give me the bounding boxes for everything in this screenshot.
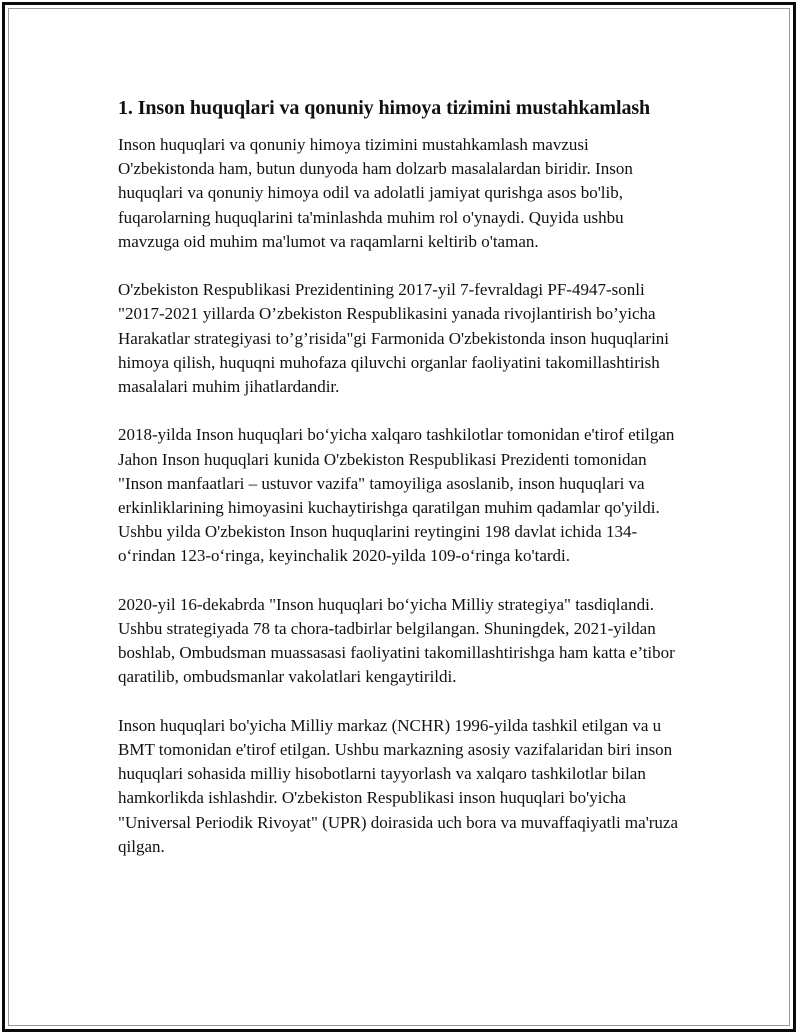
document-body — [118, 95, 678, 883]
paragraph-nchr: Inson huquqlari bo'yicha Milliy markaz (NCHR) 1996-yilda tashkil etilgan va u BMT tomonidan e'tirof etilgan. Ushbu markazning asosiy vazifalaridan biri inson huquqlari sohasida milliy hisobotlarni tayyorlash va xalqaro tashkilotlar bilan hamkorlikda ishlashdir. O'zbekiston Respublikasi inson huquqlari bo'yicha "Universal Periodik Rivoyat" (UPR) doirasida uch bora va muvaffaqiyatli ma'ruza qilgan. — [118, 715, 679, 856]
paragraph-intro: Inson huquqlari va qonuniy himoya tizimini mustahkamlash mavzusi O'zbekistonda ham, butun dunyoda ham dolzarb masalalardan biridir. Inson huquqlari va qonuniy himoya odil va adolatli jamiyat qurishga asos bo'lib, fuqarolarning huquqlarini ta'minlashda muhim rol o'ynaydi. Quyida ushbu mavzuga oid muhim ma'lumot va raqamlarni keltirib o'taman. — [118, 135, 633, 251]
paragraph-decree-2017: O'zbekiston Respublikasi Prezidentining 2017-yil 7-fevraldagi PF-4947-sonli "2017-2021 yillarda O’zbekiston Respublikasini yanada rivojlantirish bo’yicha Harakatlar strategiyasi to’g’risida"gi Farmonida O'zbekistonda inson huquqlarini himoya qilish, huquqni muhofaza qiluvchi organlar faoliyatini takomillashtirish masalalari muhim jihatlardandir. — [118, 280, 670, 397]
paragraph-2020-strategy: 2020-yil 16-dekabrda "Inson huquqlari bo‘yicha Milliy strategiya" tasdiqlandi. Ushbu strategiyada 78 ta chora-tadbirlar belgilangan. Shuningdek, 2021-yildan boshlab, Ombudsman muassasasi faoliyatini takomillashtirishga ham katta e’tibor qaratilib, ombudsmanlar vakolatlari kengaytirildi. — [118, 594, 675, 687]
section-heading: 1. Inson huquqlari va qonuniy himoya tizimini mustahkamlash — [118, 97, 651, 119]
paragraph-2018-ranking: 2018-yilda Inson huquqlari bo‘yicha xalqaro tashkilotlar tomonidan e'tirof etilgan Jahon Inson huquqlari kunida O'zbekiston Respublikasi Prezidenti tomonidan "Inson manfaatlari – ustuvor vazifa" tamoyiliga asoslanib, inson huquqlari va erkinliklarining himoyasini kuchaytirishga qaratilgan muhim qadamlar qo'yildi. Ushbu yilda O'zbekiston Inson huquqlarini reytingini 198 davlat ichida 134-o‘rindan 123-o‘ringa, keyinchalik 2020-yilda 109-o‘ringa ko'tardi. — [118, 425, 675, 566]
